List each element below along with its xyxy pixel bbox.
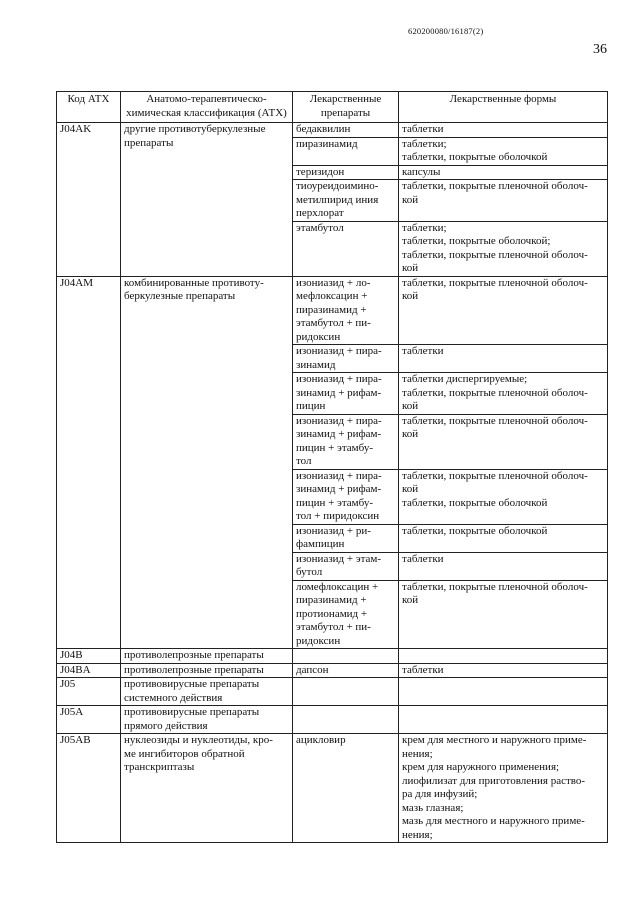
- drug-cell: ломефлоксацин + пиразинамид + протионамид + этамбутол + пи- ридоксин: [293, 580, 399, 649]
- atx-code-cell: J05: [57, 678, 121, 706]
- atx-classification-cell: нуклеозиды и нуклеотиды, кро- ме ингибиторов обратной транскриптазы: [121, 734, 293, 843]
- atx-code-cell: J04B: [57, 649, 121, 664]
- page-number: 36: [593, 42, 607, 57]
- dosage-forms-cell: таблетки: [399, 552, 608, 580]
- atx-classification-cell: противовирусные препараты системного действия: [121, 678, 293, 706]
- dosage-forms-cell: крем для местного и наружного приме- нения; крем для наружного применения; лиофилизат для приготовления раство- ра для инфузий; мазь глазная; мазь для местного и наружного приме- нения;: [399, 734, 608, 843]
- document-id: 620200080/16187(2): [408, 26, 484, 36]
- drug-cell: изониазид + пира- зинамид + рифам- пицин + этамбу- тол + пиридоксин: [293, 469, 399, 524]
- table-row: [57, 276, 608, 345]
- drug-cell: теризидон: [293, 165, 399, 180]
- table-row: [57, 663, 608, 678]
- dosage-forms-cell: таблетки: [399, 123, 608, 138]
- dosage-forms-cell: таблетки; таблетки, покрытые оболочкой; таблетки, покрытые пленочной оболоч- кой: [399, 221, 608, 276]
- table-row: [57, 734, 608, 843]
- table-row: [57, 678, 608, 706]
- table-row: [57, 649, 608, 664]
- dosage-forms-cell: таблетки, покрытые пленочной оболоч- кой: [399, 414, 608, 469]
- atx-classification-cell: другие противотуберкулезные препараты: [121, 123, 293, 277]
- dosage-forms-cell: таблетки, покрытые пленочной оболоч- кой таблетки, покрытые оболочкой: [399, 469, 608, 524]
- atx-classification-cell: комбинированные противоту- беркулезные препараты: [121, 276, 293, 649]
- dosage-forms-cell: [399, 649, 608, 664]
- drug-cell: этамбутол: [293, 221, 399, 276]
- atx-code-cell: J04BA: [57, 663, 121, 678]
- dosage-forms-cell: таблетки; таблетки, покрытые оболочкой: [399, 137, 608, 165]
- atx-classification-cell: противолепрозные препараты: [121, 649, 293, 664]
- drug-cell: [293, 678, 399, 706]
- dosage-forms-cell: таблетки диспергируемые; таблетки, покрытые пленочной оболоч- кой: [399, 373, 608, 415]
- dosage-forms-cell: таблетки: [399, 663, 608, 678]
- atx-code-cell: J05A: [57, 706, 121, 734]
- drug-cell: изониазид + пира- зинамид: [293, 345, 399, 373]
- atx-code-cell: J04AM: [57, 276, 121, 649]
- column-header-classification: Анатомо-терапевтическо-химическая классификация (АТХ): [121, 92, 293, 123]
- atx-table: [56, 91, 608, 843]
- dosage-forms-cell: таблетки, покрытые оболочкой: [399, 524, 608, 552]
- dosage-forms-cell: [399, 706, 608, 734]
- dosage-forms-cell: капсулы: [399, 165, 608, 180]
- table-header-row: [57, 92, 608, 123]
- drug-cell: изониазид + пира- зинамид + рифам- пицин: [293, 373, 399, 415]
- dosage-forms-cell: таблетки, покрытые пленочной оболоч- кой: [399, 580, 608, 649]
- dosage-forms-cell: [399, 678, 608, 706]
- drug-cell: тиоуреидоимино- метилпирид иния перхлорат: [293, 180, 399, 222]
- drug-cell: [293, 649, 399, 664]
- atx-code-cell: J04AK: [57, 123, 121, 277]
- table-body: [57, 123, 608, 843]
- drug-cell: изониазид + пира- зинамид + рифам- пицин + этамбу- тол: [293, 414, 399, 469]
- drug-cell: бедаквилин: [293, 123, 399, 138]
- column-header-code: Код АТХ: [57, 92, 121, 123]
- dosage-forms-cell: таблетки: [399, 345, 608, 373]
- column-header-drugs: Лекарственные препараты: [293, 92, 399, 123]
- atx-classification-cell: противовирусные препараты прямого действия: [121, 706, 293, 734]
- dosage-forms-cell: таблетки, покрытые пленочной оболоч- кой: [399, 276, 608, 345]
- column-header-forms: Лекарственные формы: [399, 92, 608, 123]
- drug-cell: пиразинамид: [293, 137, 399, 165]
- table-row: [57, 123, 608, 138]
- drug-cell: [293, 706, 399, 734]
- drug-cell: изониазид + ри- фампицин: [293, 524, 399, 552]
- drug-cell: дапсон: [293, 663, 399, 678]
- dosage-forms-cell: таблетки, покрытые пленочной оболоч- кой: [399, 180, 608, 222]
- drug-cell: ацикловир: [293, 734, 399, 843]
- atx-code-cell: J05AB: [57, 734, 121, 843]
- drug-cell: изониазид + ло- мефлоксацин + пиразинамид + этамбутол + пи- ридоксин: [293, 276, 399, 345]
- table-row: [57, 706, 608, 734]
- atx-classification-cell: противолепрозные препараты: [121, 663, 293, 678]
- drug-cell: изониазид + этам- бутол: [293, 552, 399, 580]
